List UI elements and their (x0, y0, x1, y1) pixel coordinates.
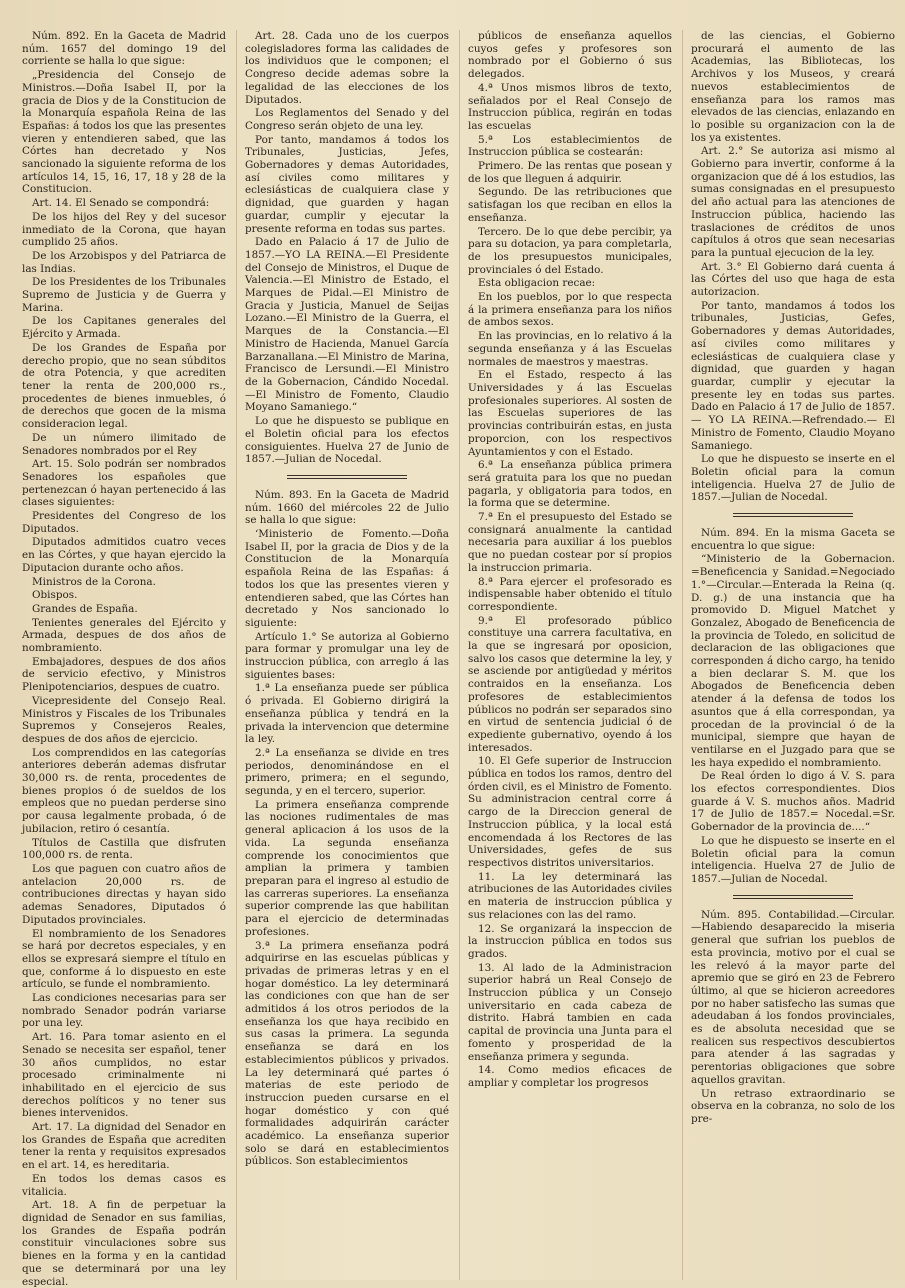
paragraph: Núm. 892. En la Gaceta de Madrid núm. 1657 del domingo 19 del corriente se halla lo que sigue: (22, 30, 226, 68)
paragraph: Las condiciones necesarias para ser nombrado Senador podrán variarse por una ley. (22, 992, 226, 1030)
paragraph: Lo que he dispuesto se publique en el Boletin oficial para los efectos consiguientes. Huelva 27 de Junio de 1857.—Julian de Nocedal. (245, 415, 449, 466)
section-separator (287, 475, 407, 479)
paragraph: De los hijos del Rey y del sucesor inmediato de la Corona, que hayan cumplido 25 años. (22, 210, 226, 249)
paragraph: En las provincias, en lo relativo á la segunda enseñanza y á las Escuelas normales de maestros y maestras. (468, 330, 672, 368)
paragraph: ‘Ministerio de Fomento.—Doña Isabel II, por la gracia de Dios y de la Constitucion de la Monarquía española Reina de las Españas: á todos los que las presentes vieren y entendieren sabed, que las Córtes han decretado y Nos sancionado lo siguiente: (245, 528, 449, 629)
paragraph: 14. Como medios eficaces de ampliar y completar los progresos (468, 1064, 672, 1089)
paragraph: La primera enseñanza comprende las nociones rudimentales de mas general aplicacion á los usos de la vida. La segunda enseñanza comprende los conocimientos que amplian la primera y tambien preparan para el ingreso al estudio de las carreras superiores. La enseñanza superior comprende las que habilitan para el ejercicio de determinadas profesiones. (245, 798, 449, 938)
paragraph: 4.ª Unos mismos libros de texto, señalados por el Real Consejo de Instruccion pública, regirán en todas las escuelas (468, 81, 672, 132)
paragraph: Por tanto, mandamos á todos los Tribunales, Justicias, Jefes, Gobernadores y demas Autoridades, así civiles como militares y eclesiásticas de cualquiera clase y dignidad, que guarden y hagan guardar, cumplir y ejecutar la presente reforma en todas sus partes. (245, 133, 449, 235)
paragraph: Los Reglamentos del Senado y del Congreso serán objeto de una ley. (245, 107, 449, 132)
paragraph: Núm. 895. Contabilidad.—Circular.—Habiendo desaparecido la miseria general que sufrian los pueblos de esta provincia, motivo por el cual se les relevó á la mayor parte del apremio que se giró en 23 de Febrero último, al que se hicieron acreedores por no haber satisfecho las sumas que adeudaban á los fondos provinciales, es de absoluta necesidad que se realicen sus respectivos descubiertos para atender á las sagradas y perentorias obligaciones que sobre aquellos gravitan. (691, 908, 895, 1086)
paragraph: Art. 16. Para tomar asiento en el Senado se necesita ser español, tener 30 años cumplidos, no estar procesado criminalmente ni inhabilitado en el ejercicio de sus derechos políticos y no tener sus bienes intervenidos. (22, 1031, 226, 1120)
paragraph: El nombramiento de los Senadores se hará por decretos especiales, y en ellos se expresará siempre el título en que, conforme á lo dispuesto en este artículo, se funde el nombramiento. (22, 927, 226, 991)
paragraph: Presidentes del Congreso de los Diputados. (22, 510, 226, 535)
paragraph: Primero. De las rentas que posean y de los que lleguen á adquirir. (468, 160, 672, 185)
paragraph: Art. 3.° El Gobierno dará cuenta á las Córtes del uso que haga de esta autorizacion. (691, 260, 895, 299)
paragraph: De un número ilimitado de Senadores nombrados por el Rey (22, 431, 226, 457)
paragraph: Art. 2.° Se autoriza asi mismo al Gobierno para invertir, conforme á la organizacion que dé á los estudios, las sumas consignadas en el presupuesto del año actual para las atenciones de Instruccion pública, haciendo las traslaciones de créditos de unos capítulos á otros que sean necesarias para la puntual ejecucion de la ley. (691, 145, 895, 259)
paragraph: Obispos. (32, 589, 78, 602)
paragraph: Artículo 1.° Se autoriza al Gobierno para formar y promulgar una ley de instruccion pública, con arreglo á las siguientes bases: (245, 630, 449, 681)
paragraph: Art. 14. El Senado se compondrá: (32, 197, 210, 210)
column-3 (459, 30, 672, 1280)
paragraph: Vicepresidente del Consejo Real. Ministros y Fiscales de los Tribunales Supremos y Consejeros Reales, despues de dos años de ejercicio. (22, 694, 226, 745)
paragraph: Tenientes generales del Ejército y Armada, despues de dos años de nombramiento. (22, 616, 226, 655)
paragraph: Diputados admitidos cuatro veces en las Córtes, y que hayan ejercido la Diputacion durante ocho años. (22, 536, 226, 574)
paragraph: Grandes de España. (32, 602, 138, 615)
paragraph: 2.ª La enseñanza se divide en tres periodos, denominándose en el primero, primera; en el segundo, segunda, y en el tercero, superior. (245, 746, 449, 798)
paragraph: públicos de enseñanza aquellos cuyos gefes y profesores son nombrado por el Gobierno ó sus delegados. (468, 30, 672, 81)
paragraph: 6.ª La enseñanza pública primera será gratuita para los que no puedan pagarla, y obligatoria para todos, en la forma que se determine. (468, 459, 672, 510)
paragraph: Esta obligacion recae: (478, 277, 596, 290)
column-4-part-3 (691, 909, 895, 1126)
paragraph: 1.ª La enseñanza puede ser pública ó privada. El Gobierno dirigirá la enseñanza pública y tendrá en la privada la intervencion que determine la ley. (245, 682, 449, 746)
paragraph: 11. La ley determinará las atribuciones de las Autoridades civiles en materia de instruccion pública y sus relaciones con las del ramo. (468, 870, 672, 921)
paragraph: 8.ª Para ejercer el profesorado es indispensable haber obtenido el título correspondiente. (468, 575, 672, 613)
paragraph: Embajadores, despues de dos años de servicio efectivo, y Ministros Plenipotenciarios, despues de cuatro. (22, 655, 226, 694)
section-separator (733, 895, 853, 899)
paragraph: de las ciencias, el Gobierno procurará el aumento de las Academias, las Bibliotecas, los Archivos y los Museos, y creará nuevos establecimientos de enseñanza para los ramos mas elevados de las ciencias, enlazando en lo posible su organizacion con la de los ya existentes. (691, 30, 895, 144)
paragraph: Núm. 893. En la Gaceta de Madrid núm. 1660 del miércoles 22 de Julio se halla lo que sigue: (245, 488, 449, 527)
paragraph: “Ministerio de la Gobernacion. =Beneficencia y Sanidad.=Negociado 1.°—Circular.—Enterada la Reina (q. D. g.) de una instancia que ha promovido D. Miguel Matchet y Gonzalez, Abogado de Beneficencia de la provincia de Toledo, en solicitud de declaracion de las obligaciones que corresponden á dicho cargo, ha tenido a bien declarar S. M. que los Abogados de Beneficencia deben atender á la defensa de todos los asuntos que á ella correspondan, ya procedan de la provincial ó de la municipal, siempre que hayan de ventilarse en el Juzgado para que se les haya expedido el nombramiento. (691, 553, 895, 769)
paragraph: Tercero. De lo que debe percibir, ya para su dotacion, ya para completarla, de los presupuestos municipales, provinciales ó del Estado. (468, 225, 672, 276)
paragraph: De los Arzobispos y del Patriarca de las Indias. (22, 249, 226, 275)
paragraph: 13. Al lado de la Administracion superior habrá un Real Consejo de Instruccion pública y un Consejo universitario en cada cabeza de distrito. Habrá tambien en cada capital de provincia una Junta para el fomento y prosperidad de la enseñanza primera y segunda. (468, 961, 672, 1063)
paragraph: Art. 18. A fin de perpetuar la dignidad de Senador en sus familias, los Grandes de España podrán constituir vinculaciones sobre sus bienes en la forma y en la cantidad que se determinará por una ley especial. (22, 1199, 226, 1288)
paragraph: 9.ª El profesorado público constituye una carrera facultativa, en la que se ingresará por oposicion, salvo los casos que determine la ley, y se asciende por antigüedad y méritos contraidos en la enseñanza. Los profesores de establecimientos públicos no podrán ser separados sino en virtud de sentencia judicial ó de expediente gubernativo, oyendo á los interesados. (468, 614, 672, 754)
column-2-part-2 (245, 489, 449, 1168)
paragraph: 5.ª Los establecimientos de Instruccion pública se costearán: (468, 133, 672, 159)
paragraph: En todos los demas casos es vitalicia. (22, 1172, 226, 1198)
paragraph: De Real órden lo digo á V. S. para los efectos correspondientes. Dios guarde á V. S. muchos años. Madrid 17 de Julio de 1857.= Nocedal.=Sr. Gobernador de la provincia de....“ (691, 770, 895, 834)
paragraph: 7.ª En el presupuesto del Estado se consignará anualmente la cantidad necesaria para auxiliar á los pueblos que no puedan costear por sí propios la instruccion primaria. (468, 511, 672, 574)
column-4 (682, 30, 895, 1280)
column-4-part-2 (691, 527, 895, 886)
column-1 (22, 30, 226, 1288)
column-2-part-1 (245, 30, 449, 466)
paragraph: Art. 28. Cada uno de los cuerpos colegisladores forma las calidades de los individuos que le componen; el Congreso decide ademas sobre la legalidad de las elecciones de los Diputados. (245, 30, 449, 106)
paragraph: Art. 17. La dignidad del Senador en los Grandes de España que acrediten tener la renta y requisitos expresados en el art. 14, es hereditaria. (22, 1121, 226, 1172)
section-separator (733, 513, 853, 517)
paragraph: De los Grandes de España por derecho propio, que no sean súbditos de otra Potencia, y que acrediten tener la renta de 200,000 rs., procedentes de bienes inmuebles, ó de derechos que gocen de la misma consideracion legal. (22, 341, 226, 431)
paragraph: Núm. 894. En la misma Gaceta se encuentra lo que sigue: (691, 527, 895, 552)
paragraph: Por tanto, mandamos á todos los tribunales, Justicias, Gefes, Gobernadores y demas Autoridades, así civiles como militares y eclesiásticas de cualquiera clase y dignidad, que guarden y hagan guardar, cumplir y ejecutar la presente ley en todas sus partes. Dado en Palacio á 17 de Julio de 1857.— YO LA REINA.—Refrendado.— El Ministro de Fomento, Claudio Moyano Samaniego. (691, 299, 895, 452)
paragraph: Segundo. De las retribuciones que satisfagan los que reciban en ellos la enseñanza. (468, 186, 672, 224)
paragraph: 12. Se organizará la inspeccion de la instruccion pública en todos sus grados. (468, 922, 672, 960)
paragraph: En los pueblos, por lo que respecta á la primera enseñanza para los niños de ambos sexos. (468, 291, 672, 329)
paragraph: Art. 15. Solo podrán ser nombrados Senadores los españoles que pertenezcan ó hayan pertenecido á las clases siguientes: (22, 458, 226, 509)
paragraph: Los que paguen con cuatro años de antelacion 20,000 rs. de contribuciones directas y hayan sido ademas Senadores, Diputados ó Diputados provinciales. (22, 863, 226, 926)
columns (22, 30, 895, 1288)
column-4-part-1 (691, 30, 895, 504)
column-2 (236, 30, 449, 1280)
paragraph: Dado en Palacio á 17 de Julio de 1857.—YO LA REINA.—El Presidente del Consejo de Ministros, el Duque de Valencia.—El Ministro de Estado, el Marques de Pidal.—El Ministro de Gracia y Justicia, Manuel de Seijas Lozano.—El Ministro de la Guerra, el Marques de la Constancia.—El Ministro de Hacienda, Manuel García Barzanallana.—El Ministro de Marina, Francisco de Lersundi.—El Ministro de la Gobernacion, Cándido Nocedal.—El Ministro de Fomento, Claudio Moyano Samaniego.“ (245, 236, 449, 414)
paragraph: „Presidencia del Consejo de Ministros.—Doña Isabel II, por la gracia de Dios y de la Constitucion de la Monarquía española Reina de las Españas: á todos los que las presentes vieren y entendieren sabed, que las Córtes han decretado y Nos sancionado la siguiente reforma de los artículos 14, 15, 16, 17, 18 y 28 de la Constitucion. (22, 69, 226, 196)
paragraph: De los Capitanes generales del Ejército y Armada. (22, 315, 226, 341)
paragraph: En el Estado, respecto á las Universidades y á las Escuelas profesionales superiores. Al sosten de las Escuelas superiores de las provincias contribuirán estas, en justa proporcion, con los respectivos Ayuntamientos y con el Estado. (468, 369, 672, 458)
paragraph: Lo que he dispuesto se inserte en el Boletin oficial para la comun inteligencia. Huelva 27 de Julio de 1857.—Julian de Nocedal. (691, 453, 895, 504)
paragraph: De los Presidentes de los Tribunales Supremo de Justicia y de Guerra y Marina. (22, 276, 226, 314)
paragraph: Ministros de la Corona. (32, 575, 156, 588)
paragraph: Un retraso extraordinario se observa en la cobranza, no solo de los pre- (691, 1087, 895, 1125)
paragraph: 10. El Gefe superior de Instruccion pública en todos los ramos, dentro del órden civil, es el Ministro de Fomento. Su administracion central corre á cargo de la Direccion general de Instruccion pública, y la local está encomendada á los Rectores de las Universidades, gefes de sus respectivos distritos universitarios. (468, 755, 672, 869)
paragraph: Los comprendidos en las categorías anteriores deberán ademas disfrutar 30,000 rs. de renta, procedentes de bienes propios ó de sueldos de los empleos que no puedan perderse sino por causa legalmente probada, ó de jubilacion, retiro ó cesantía. (22, 746, 226, 835)
paragraph: Lo que he dispuesto se inserte en el Boletin oficial para la comun inteligencia. Huelva 27 de Julio de 1857.—Julian de Nocedal. (691, 834, 895, 885)
paragraph: 3.ª La primera enseñanza podrá adquirirse en las escuelas públicas y privadas de primeras letras y en el hogar doméstico. La ley determinará las condiciones con que han de ser admitidos á los otros periodos de la enseñanza los que haya recibido en sus casas la primera. La segunda enseñanza se dará en los establecimientos públicos y privados. La ley determinará qué partes ó materias de este periodo de instruccion pueden cursarse en el hogar doméstico y con qué formalidades adquirirán carácter académico. La enseñanza superior solo se dará en establecimientos públicos. Son establecimientos (245, 939, 449, 1168)
paragraph: Títulos de Castilla que disfruten 100,000 rs. de renta. (22, 836, 226, 862)
